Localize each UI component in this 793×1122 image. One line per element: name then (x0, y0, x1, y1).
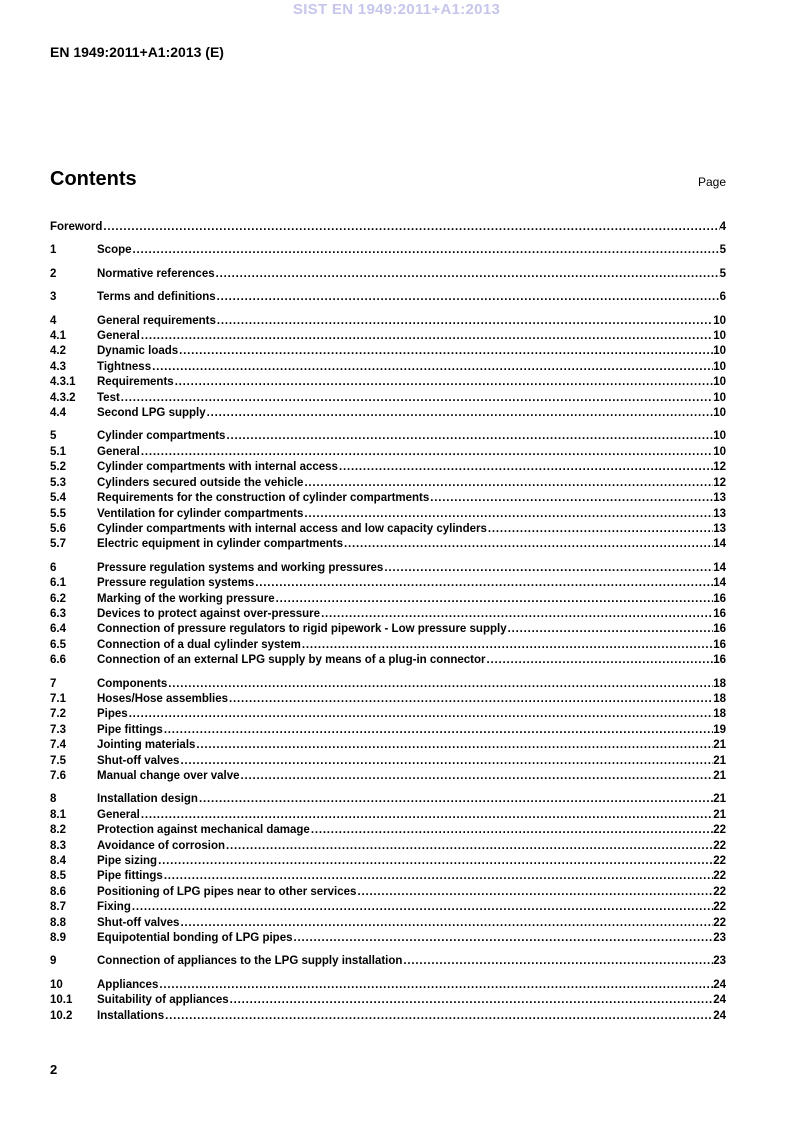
toc-entry-number: 8.7 (50, 901, 66, 914)
toc-entry-page: 14 (713, 577, 726, 590)
toc-entry-title: General requirements (97, 314, 216, 327)
toc-entry[interactable] (50, 391, 726, 406)
toc-entry-title: Fixing (97, 901, 131, 914)
toc-dot-leader (338, 460, 713, 475)
toc-entry-number: 8.4 (50, 855, 66, 868)
toc-entry[interactable] (50, 839, 726, 854)
toc-entry[interactable] (50, 561, 726, 576)
watermark-header: SIST EN 1949:2011+A1:2013 (292, 1, 501, 18)
toc-entry-number: 4.2 (50, 345, 66, 358)
toc-entry-title: Connection of an external LPG supply by means of a plug-in connector (97, 654, 486, 667)
toc-entry[interactable] (50, 220, 726, 235)
toc-entry-page: 10 (713, 407, 726, 420)
toc-entry[interactable] (50, 375, 726, 390)
toc-entry[interactable] (50, 507, 726, 522)
toc-entry-title: General (97, 808, 140, 821)
toc-entry-title: Electric equipment in cylinder compartments (97, 538, 344, 551)
toc-dot-leader (179, 916, 713, 931)
toc-dot-leader (292, 931, 713, 946)
toc-dot-leader (275, 592, 714, 607)
document-reference: EN 1949:2011+A1:2013 (E) (50, 44, 224, 60)
toc-dot-leader (310, 823, 713, 838)
toc-entry-page: 4 (719, 221, 726, 233)
toc-entry-title: Requirements for the construction of cylinder compartments (97, 492, 430, 505)
toc-entry-page: 19 (713, 723, 726, 736)
toc-entry-title: Normative references (97, 267, 215, 280)
toc-entry-title: Requirements (97, 376, 174, 389)
toc-dot-leader (383, 561, 713, 576)
toc-entry-title: Devices to protect against over-pressure (97, 607, 321, 620)
toc-dot-leader (216, 314, 713, 329)
toc-dot-leader (225, 839, 713, 854)
toc-entry-number: 3 (50, 291, 57, 304)
toc-entry-page: 14 (713, 538, 726, 551)
toc-entry[interactable] (50, 723, 726, 738)
toc-dot-leader (225, 429, 713, 444)
toc-entry-page: 24 (713, 1009, 726, 1022)
toc-entry-title: Test (97, 391, 120, 404)
toc-entry-page: 16 (713, 607, 726, 620)
toc-entry-title: Pipe sizing (97, 855, 158, 868)
toc-entry[interactable] (50, 360, 726, 375)
toc-entry-title: Tightness (97, 360, 152, 373)
toc-entry-number: 6.6 (50, 654, 66, 667)
toc-entry[interactable] (50, 290, 726, 305)
toc-dot-leader (140, 445, 713, 460)
toc-entry[interactable] (50, 491, 726, 506)
toc-entry-page: 13 (713, 507, 726, 520)
toc-entry[interactable] (50, 344, 726, 359)
toc-entry[interactable] (50, 638, 726, 653)
toc-entry-page: 10 (713, 376, 726, 389)
toc-entry-number: 5.2 (50, 461, 66, 474)
toc-entry-title: Shut-off valves (97, 916, 180, 929)
toc-entry-page: 16 (713, 592, 726, 605)
toc-dot-leader (132, 243, 720, 258)
toc-entry-title: Terms and definitions (97, 291, 216, 304)
toc-entry-page: 5 (719, 244, 726, 257)
toc-dot-leader (254, 576, 713, 591)
toc-entry[interactable] (50, 916, 726, 931)
toc-entry-number: 9 (50, 955, 57, 968)
toc-entry-number: 4.3 (50, 360, 66, 373)
toc-entry-title: Components (97, 677, 168, 690)
toc-entry-title: Manual change over valve (97, 770, 240, 782)
toc-entry[interactable] (50, 823, 726, 838)
toc-entry-page: 10 (713, 445, 726, 458)
toc-entry[interactable] (50, 993, 726, 1008)
toc-entry-title: Cylinder compartments with internal access (97, 461, 338, 474)
toc-dot-leader (131, 900, 713, 915)
toc-entry-number: 7.5 (50, 754, 66, 767)
toc-entry-title: Pipes (97, 708, 128, 721)
toc-entry-title: Hoses/Hose assemblies (97, 692, 229, 705)
toc-entry-page: 18 (713, 677, 726, 690)
toc-dot-leader (174, 375, 714, 390)
toc-entry[interactable] (50, 931, 726, 946)
toc-entry-page: 22 (713, 916, 726, 929)
toc-entry[interactable] (50, 707, 726, 722)
toc-entry-number: 7.3 (50, 723, 66, 736)
toc-entry-number: 8 (50, 793, 57, 806)
toc-entry-title: Cylinder compartments with internal access and low capacity cylinders (97, 522, 487, 535)
toc-entry[interactable] (50, 692, 726, 707)
toc-dot-leader (356, 885, 713, 900)
toc-entry[interactable] (50, 754, 726, 769)
toc-dot-leader (215, 267, 720, 282)
toc-dot-leader (240, 769, 714, 784)
toc-entry[interactable] (50, 445, 726, 460)
toc-entry[interactable] (50, 537, 726, 552)
toc-entry[interactable] (50, 476, 726, 491)
toc-entry-page: 23 (713, 932, 726, 945)
toc-dot-leader (303, 476, 713, 491)
toc-dot-leader (178, 344, 713, 359)
toc-entry-title: Appliances (97, 978, 159, 991)
toc-entry-page: 22 (713, 824, 726, 837)
toc-dot-leader (157, 854, 713, 869)
toc-entry[interactable] (50, 738, 726, 753)
toc-entry-page: 5 (719, 267, 726, 280)
toc-dot-leader (301, 638, 713, 653)
toc-entry-page: 22 (713, 855, 726, 868)
toc-dot-leader (198, 792, 713, 807)
toc-dot-leader (140, 808, 713, 823)
toc-entry-page: 21 (713, 739, 726, 752)
toc-entry-page: 24 (713, 994, 726, 1007)
toc-entry-title: Installation design (97, 793, 198, 806)
page-column-label: Page (697, 175, 726, 189)
toc-entry-number: 6.1 (50, 577, 66, 590)
toc-entry[interactable] (50, 607, 726, 622)
toc-entry-page: 10 (713, 345, 726, 358)
toc-entry[interactable] (50, 522, 726, 537)
toc-entry-number: 7 (50, 677, 57, 690)
toc-entry-number: 5 (50, 430, 57, 443)
toc-dot-leader (507, 622, 714, 637)
toc-entry[interactable] (50, 769, 726, 784)
toc-entry-title: Pipe fittings (97, 723, 163, 736)
toc-entry-page: 13 (713, 492, 726, 505)
toc-entry-number: 8.9 (50, 932, 66, 945)
toc-entry-title: Second LPG supply (97, 407, 206, 420)
toc-entry-page: 6 (719, 291, 726, 304)
toc-dot-leader (206, 406, 714, 421)
toc-entry-number: 1 (50, 244, 57, 257)
toc-entry-number: 5.7 (50, 538, 66, 551)
toc-entry-title: General (97, 330, 140, 343)
toc-entry-page: 10 (713, 391, 726, 404)
toc-entry-title: Dynamic loads (97, 345, 179, 358)
toc-entry[interactable] (50, 677, 726, 692)
toc-entry-title: Ventilation for cylinder compartments (97, 507, 304, 520)
toc-entry-title: Avoidance of corrosion (97, 839, 226, 852)
toc-entry-title: General (97, 445, 140, 458)
toc-entry-page: 23 (713, 955, 726, 968)
toc-entry-number: 4.3.2 (50, 391, 76, 404)
toc-entry-number: 4.4 (50, 407, 66, 420)
toc-entry-page: 22 (713, 839, 726, 852)
toc-dot-leader (140, 329, 713, 344)
toc-entry-number: 8.6 (50, 885, 66, 898)
toc-entry-page: 18 (713, 708, 726, 721)
toc-dot-leader (120, 391, 713, 406)
toc-entry-number: 10 (50, 978, 63, 991)
toc-entry-title: Protection against mechanical damage (97, 824, 310, 837)
toc-entry-page: 12 (713, 461, 726, 474)
toc-entry-page: 22 (713, 870, 726, 883)
toc-dot-leader (163, 723, 713, 738)
toc-entry-number: 6.2 (50, 592, 66, 605)
toc-dot-leader (179, 754, 713, 769)
toc-entry-page: 21 (713, 770, 726, 782)
toc-dot-leader (158, 978, 713, 993)
toc-entry-title: Pipe fittings (97, 870, 163, 883)
toc-entry-number: 6.5 (50, 638, 66, 651)
contents-header (50, 168, 726, 191)
toc-dot-leader (320, 607, 713, 622)
toc-entry-number: 5.3 (50, 476, 66, 489)
toc-dot-leader (429, 491, 713, 506)
toc-dot-leader (229, 993, 714, 1008)
toc-dot-leader (487, 522, 713, 537)
toc-entry-title: Suitability of appliances (97, 994, 229, 1007)
toc-dot-leader (151, 360, 713, 375)
toc-entry-title: Cylinder compartments (97, 430, 226, 443)
toc-entry[interactable] (50, 406, 726, 421)
toc-entry-number: 5.4 (50, 492, 66, 505)
toc-entry[interactable] (50, 900, 726, 915)
toc-entry-title: Marking of the working pressure (97, 592, 275, 605)
toc-dot-leader (128, 707, 714, 722)
toc-entry[interactable] (50, 267, 726, 282)
toc-dot-leader (228, 692, 713, 707)
toc-dot-leader (167, 677, 713, 692)
toc-entry-title: Scope (97, 244, 132, 257)
toc-entry-number: 8.2 (50, 824, 66, 837)
toc-entry-title: Shut-off valves (97, 754, 180, 767)
toc-entry-title: Foreword (50, 221, 103, 233)
toc-entry[interactable] (50, 653, 726, 668)
toc-entry-page: 21 (713, 793, 726, 806)
toc-entry-page: 12 (713, 476, 726, 489)
toc-entry[interactable] (50, 978, 726, 993)
toc-entry-number: 2 (50, 267, 57, 280)
toc-entry-number: 8.8 (50, 916, 66, 929)
toc-entry-title: Connection of pressure regulators to rigid pipework - Low pressure supply (97, 623, 507, 636)
toc-entry-title: Jointing materials (97, 739, 196, 752)
toc-entry-number: 7.2 (50, 708, 66, 721)
toc-entry-number: 7.1 (50, 692, 66, 705)
toc-entry-page: 10 (713, 430, 726, 443)
toc-entry-page: 21 (713, 754, 726, 767)
toc-entry[interactable] (50, 885, 726, 900)
toc-entry-page: 14 (713, 561, 726, 574)
toc-entry-number: 6.3 (50, 607, 66, 620)
toc-entry[interactable] (50, 869, 726, 884)
toc-entry-title: Equipotential bonding of LPG pipes (97, 932, 293, 945)
toc-entry[interactable] (50, 592, 726, 607)
toc-entry-page: 16 (713, 654, 726, 667)
toc-dot-leader (303, 507, 713, 522)
toc-dot-leader (164, 1009, 713, 1024)
toc-entry-page: 18 (713, 692, 726, 705)
toc-entry-page: 21 (713, 808, 726, 821)
toc-entry-number: 10.1 (50, 994, 73, 1007)
toc-entry-number: 10.2 (50, 1009, 73, 1022)
toc-entry-title: Cylinders secured outside the vehicle (97, 476, 304, 489)
toc-entry[interactable] (50, 243, 726, 258)
toc-dot-leader (343, 537, 713, 552)
toc-entry[interactable] (50, 576, 726, 591)
toc-dot-leader (102, 220, 719, 235)
toc-dot-leader (486, 653, 714, 668)
toc-entry-title: Pressure regulation systems (97, 577, 255, 590)
toc-entry-number: 8.3 (50, 839, 66, 852)
toc-entry-number: 4.3.1 (50, 376, 76, 389)
toc-entry[interactable] (50, 429, 726, 444)
toc-entry-page: 16 (713, 623, 726, 636)
toc-entry-number: 8.1 (50, 808, 66, 821)
toc-entry-page: 22 (713, 901, 726, 914)
toc-entry-page: 16 (713, 638, 726, 651)
toc-dot-leader (195, 738, 713, 753)
toc-entry[interactable] (50, 314, 726, 329)
toc-entry-number: 5.5 (50, 507, 66, 520)
toc-entry[interactable] (50, 792, 726, 807)
toc-entry-number: 4 (50, 314, 57, 327)
toc-entry[interactable] (50, 622, 726, 637)
toc-entry-number: 5.1 (50, 445, 66, 458)
toc-entry-number: 4.1 (50, 330, 66, 343)
toc-entry-number: 5.6 (50, 522, 66, 535)
toc-entry[interactable] (50, 808, 726, 823)
toc-entry-title: Pressure regulation systems and working pressures (97, 561, 384, 574)
toc-entry-page: 22 (713, 885, 726, 898)
toc-entry-page: 10 (713, 330, 726, 343)
toc-entry-title: Connection of a dual cylinder system (97, 638, 301, 651)
contents-title: Contents (50, 168, 137, 190)
toc-entry-number: 6.4 (50, 623, 66, 636)
toc-entry-page: 10 (713, 314, 726, 327)
toc-entry-number: 7.6 (50, 770, 66, 782)
toc-entry-number: 8.5 (50, 870, 66, 883)
toc-entry-title: Positioning of LPG pipes near to other services (97, 885, 357, 898)
toc-entry-number: 6 (50, 561, 57, 574)
toc-entry[interactable] (50, 460, 726, 475)
toc-entry[interactable] (50, 854, 726, 869)
toc-entry[interactable] (50, 1009, 726, 1024)
toc-dot-leader (163, 869, 713, 884)
toc-entry-page: 13 (713, 522, 726, 535)
toc-dot-leader (402, 954, 713, 969)
toc-entry[interactable] (50, 954, 726, 969)
toc-list (50, 220, 726, 1024)
toc-entry[interactable] (50, 329, 726, 344)
toc-entry-page: 10 (713, 360, 726, 373)
toc-entry-number: 7.4 (50, 739, 66, 752)
toc-dot-leader (216, 290, 720, 305)
footer-page-number: 2 (50, 1062, 58, 1077)
toc-entry-title: Connection of appliances to the LPG supply installation (97, 955, 403, 968)
toc-entry-page: 24 (713, 978, 726, 991)
toc-entry-title: Installations (97, 1009, 165, 1022)
